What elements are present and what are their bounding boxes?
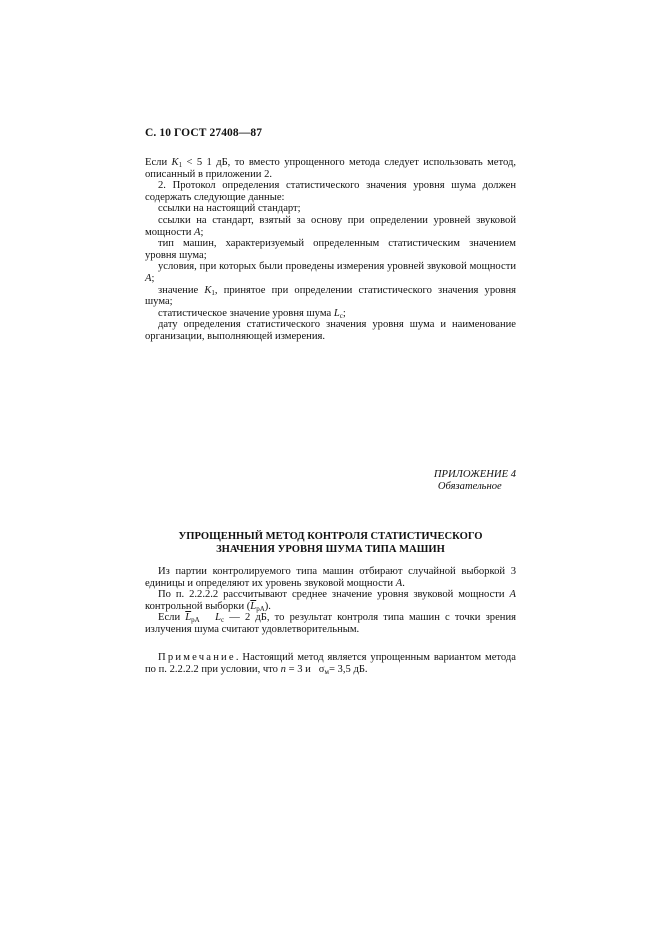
note-section xyxy=(145,652,516,675)
note-label: Примечание xyxy=(158,652,236,663)
appendix-number: ПРИЛОЖЕНИЕ 4 xyxy=(433,469,516,480)
paragraph-average: По п. 2.2.2.2 рассчитывают среднее значение уровня звуковой мощности А контрольной выборки $(\overline{L}_{pA})$. xyxy=(145,589,516,613)
list-item: статистическое значение уровня шума $L_c$; xyxy=(158,307,346,320)
list-item: дату определения статистического значения уровня шума и наименование организации, выполняющей измерения. xyxy=(145,319,516,342)
section-heading xyxy=(145,530,516,556)
list-item: тип машин, характеризуемый определенным статистическим значением уровня шума; xyxy=(145,238,516,261)
paragraph-note: Примечание. Настоящий метод является упрощенным вариантом метода по п. 2.2.2.2 при условии, что n = 3 и $\sigma_м= 3,5$ дБ. xyxy=(145,652,516,676)
heading-line-1: УПРОЩЕННЫЙ МЕТОД КОНТРОЛЯ СТАТИСТИЧЕСКОГО xyxy=(178,531,483,542)
list-item: ссылки на стандарт, взятый за основу при определении уровней звуковой мощности А; xyxy=(145,214,516,238)
appendix-status: Обязательное xyxy=(437,481,502,492)
heading-line-2: ЗНАЧЕНИЯ УРОВНЯ ШУМА ТИПА МАШИН xyxy=(216,544,445,555)
list-item: ссылки на настоящий стандарт; xyxy=(158,203,301,215)
paragraph-k1-condition: Если $K_1 < 5$ 1 дБ, то вместо упрощенного метода следует использовать метод, описанный в приложении 2. xyxy=(145,157,516,180)
page-header: С. 10 ГОСТ 27408—87 xyxy=(145,127,263,139)
protocol-section xyxy=(145,157,516,343)
method-section xyxy=(145,566,516,636)
appendix-label xyxy=(434,469,516,493)
paragraph-criterion: Если $\overline{L}_{pA}$ $L_c$ — 2 дБ, то результат контроля типа машин с точки зрения излучения шума считают удовлетворительным. xyxy=(145,612,516,635)
list-item: условия, при которых были проведены измерения уровней звуковой мощности А; xyxy=(145,261,516,284)
paragraph-sampling: Из партии контролируемого типа машин отбирают случайной выборкой 3 единицы и определяют их уровень звуковой мощности А. xyxy=(145,566,516,589)
paragraph-protocol: 2. Протокол определения статистического значения уровня шума должен содержать следующие данные: xyxy=(145,180,516,203)
list-item: значение $K_1$, принятое при определении статистического значения уровня шума; xyxy=(145,284,516,308)
